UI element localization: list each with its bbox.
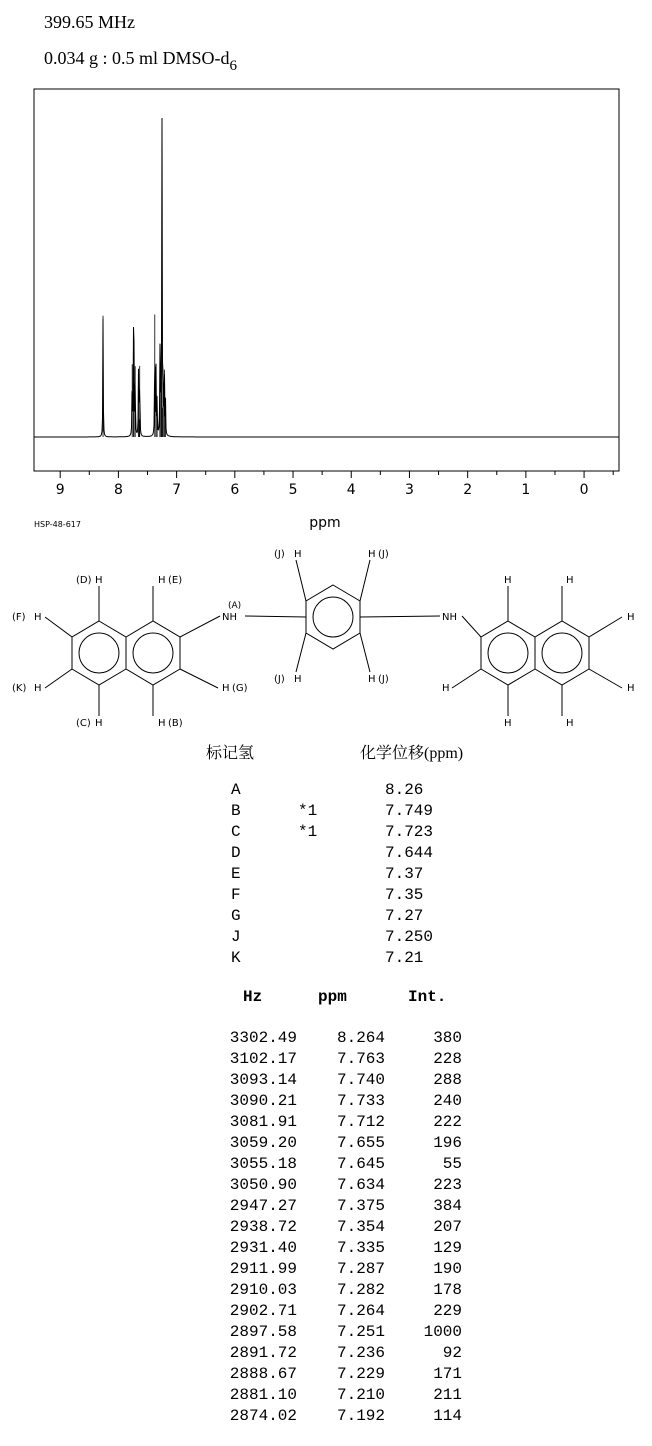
structure-atom-labels xyxy=(12,549,635,729)
peak-row xyxy=(0,1134,652,1155)
peak-marks xyxy=(103,118,165,437)
col-hz-header: Hz xyxy=(243,988,263,1006)
shift-note: *1 xyxy=(298,802,318,820)
atom-h-r3: H xyxy=(627,612,635,623)
shift-label: K xyxy=(231,949,241,967)
peak-int: 288 xyxy=(433,1071,462,1089)
x-tick-label: 5 xyxy=(288,482,298,498)
peak-hz: 2902.71 xyxy=(229,1302,297,1320)
peak-row xyxy=(0,1386,652,1407)
nmr-spectrum-chart xyxy=(0,80,652,540)
peak-row xyxy=(0,1281,652,1302)
atom-h-r5: H xyxy=(504,718,512,729)
peak-ppm: 8.264 xyxy=(336,1029,385,1047)
header-chemical-shift: 化学位移(ppm) xyxy=(360,745,464,762)
peak-hz: 3055.18 xyxy=(229,1155,297,1173)
peak-int: 380 xyxy=(433,1029,462,1047)
peak-hz: 3093.14 xyxy=(229,1071,297,1089)
peak-hz: 3102.17 xyxy=(229,1050,297,1068)
col-ppm-header: ppm xyxy=(318,988,347,1006)
label-c: (C) xyxy=(76,718,91,729)
atom-nh-right: NH xyxy=(442,612,457,623)
peak-ppm: 7.229 xyxy=(336,1365,385,1383)
shift-row xyxy=(0,949,652,970)
peak-ppm: 7.375 xyxy=(336,1197,385,1215)
peak-row xyxy=(0,1365,652,1386)
atom-h-j-1: H xyxy=(294,549,302,560)
peak-row xyxy=(0,1218,652,1239)
peak-row xyxy=(0,1155,652,1176)
label-e: (E) xyxy=(168,575,183,586)
shift-row xyxy=(0,928,652,949)
x-tick-label: 7 xyxy=(172,482,182,498)
peak-hz: 2911.99 xyxy=(229,1260,297,1278)
x-tick-label: 0 xyxy=(579,482,589,498)
peak-hz: 2897.58 xyxy=(229,1323,297,1341)
shift-value: 7.723 xyxy=(385,823,434,841)
atom-h-j-2: H xyxy=(368,549,376,560)
peak-int: 1000 xyxy=(423,1323,462,1341)
peak-hz: 2881.10 xyxy=(229,1386,297,1404)
atom-h-b: H xyxy=(158,718,166,729)
atom-h-f: H xyxy=(34,612,42,623)
label-j-2: (J) xyxy=(378,549,389,560)
peak-int: 114 xyxy=(433,1407,462,1425)
peak-ppm: 7.282 xyxy=(336,1281,385,1299)
shift-label: B xyxy=(231,802,241,820)
shift-label: G xyxy=(231,907,241,925)
spectrometer-frequency: 399.65 MHz xyxy=(44,12,135,32)
shift-row xyxy=(0,907,652,928)
peak-row xyxy=(0,1071,652,1092)
peak-ppm: 7.236 xyxy=(336,1344,385,1362)
peak-hz: 3302.49 xyxy=(229,1029,297,1047)
header-proton-label: 标记氢 xyxy=(206,745,255,762)
peak-ppm: 7.645 xyxy=(336,1155,385,1173)
shift-row xyxy=(0,781,652,802)
peak-row xyxy=(0,1344,652,1365)
atom-h-r4: H xyxy=(627,683,635,694)
atom-h-g: H xyxy=(222,683,230,694)
peak-ppm: 7.210 xyxy=(336,1386,385,1404)
peak-ppm: 7.192 xyxy=(336,1407,385,1425)
shift-value: 7.250 xyxy=(385,928,434,946)
peak-ppm: 7.251 xyxy=(336,1323,385,1341)
peak-int: 228 xyxy=(433,1050,462,1068)
atom-h-r6: H xyxy=(566,718,574,729)
x-tick-label: 8 xyxy=(113,482,123,498)
atom-h-k: H xyxy=(34,683,42,694)
x-axis-label: ppm xyxy=(309,515,341,531)
shift-row xyxy=(0,886,652,907)
peak-hz: 2891.72 xyxy=(229,1344,297,1362)
sample-text: 0.034 g : 0.5 ml DMSO-d xyxy=(44,48,230,68)
shift-note: *1 xyxy=(298,823,318,841)
atom-h-e: H xyxy=(158,575,166,586)
peak-row xyxy=(0,1029,652,1050)
shift-row xyxy=(0,844,652,865)
peak-int: 196 xyxy=(433,1134,462,1152)
atom-h-j-3: H xyxy=(294,674,302,685)
shift-value: 8.26 xyxy=(385,781,424,799)
shift-label: C xyxy=(231,823,241,841)
label-b: (B) xyxy=(168,718,183,729)
peak-int: 129 xyxy=(433,1239,462,1257)
peak-row xyxy=(0,1323,652,1344)
atom-h-d: H xyxy=(95,575,103,586)
shift-value: 7.27 xyxy=(385,907,424,925)
x-tick-label: 6 xyxy=(230,482,240,498)
label-a: (A) xyxy=(228,601,242,611)
sample-subscript: 6 xyxy=(229,58,238,74)
peak-hz: 2938.72 xyxy=(229,1218,297,1236)
label-j-3: (J) xyxy=(274,674,285,685)
x-tick-label: 9 xyxy=(55,482,65,498)
peak-row xyxy=(0,1113,652,1134)
spectrum-trace xyxy=(34,118,619,437)
peak-int: 207 xyxy=(433,1218,462,1236)
peak-row xyxy=(0,1302,652,1323)
peak-int: 384 xyxy=(433,1197,462,1215)
peak-ppm: 7.740 xyxy=(336,1071,385,1089)
x-tick-label: 4 xyxy=(346,482,356,498)
peak-int: 222 xyxy=(433,1113,462,1131)
peak-hz: 2910.03 xyxy=(229,1281,297,1299)
peak-int: 211 xyxy=(433,1386,462,1404)
label-d: (D) xyxy=(76,575,92,586)
x-tick-label: 2 xyxy=(463,482,473,498)
spectrum-code: HSP-48-617 xyxy=(34,520,81,529)
peak-int: 223 xyxy=(433,1176,462,1194)
peak-hz: 2947.27 xyxy=(229,1197,297,1215)
x-tick-label: 3 xyxy=(404,482,414,498)
peak-int: 190 xyxy=(433,1260,462,1278)
peak-hz: 2888.67 xyxy=(229,1365,297,1383)
label-f: (F) xyxy=(12,612,26,623)
shift-value: 7.21 xyxy=(385,949,424,967)
peak-row xyxy=(0,1260,652,1281)
x-tick-label: 1 xyxy=(521,482,531,498)
plot-frame xyxy=(34,89,619,471)
label-j-1: (J) xyxy=(274,549,285,560)
peak-int: 92 xyxy=(442,1344,462,1362)
peak-ppm: 7.287 xyxy=(336,1260,385,1278)
peak-int: 178 xyxy=(433,1281,462,1299)
shift-value: 7.37 xyxy=(385,865,424,883)
peak-hz: 3081.91 xyxy=(229,1113,297,1131)
peak-row xyxy=(0,1407,652,1428)
peak-row xyxy=(0,1176,652,1197)
label-j-4: (J) xyxy=(378,674,389,685)
structure-bonds xyxy=(45,560,622,716)
peak-ppm: 7.655 xyxy=(336,1134,385,1152)
peak-int: 240 xyxy=(433,1092,462,1110)
shift-label: A xyxy=(231,781,241,799)
peak-hz: 2931.40 xyxy=(229,1239,297,1257)
peak-row xyxy=(0,1197,652,1218)
peak-int: 55 xyxy=(442,1155,462,1173)
shift-label: F xyxy=(231,886,241,904)
peak-hz: 2874.02 xyxy=(229,1407,297,1425)
peak-ppm: 7.634 xyxy=(336,1176,385,1194)
peak-hz: 3059.20 xyxy=(229,1134,297,1152)
peak-hz: 3050.90 xyxy=(229,1176,297,1194)
atom-h-r7: H xyxy=(442,683,450,694)
label-g: (G) xyxy=(232,683,248,694)
x-axis xyxy=(56,471,613,498)
sample-description xyxy=(44,48,237,75)
peak-int: 229 xyxy=(433,1302,462,1320)
label-k: (K) xyxy=(12,683,27,694)
peak-row xyxy=(0,1092,652,1113)
shift-label: E xyxy=(231,865,241,883)
peak-int: 171 xyxy=(433,1365,462,1383)
peak-ppm: 7.763 xyxy=(336,1050,385,1068)
atom-nh-left: NH xyxy=(222,612,237,623)
peak-ppm: 7.264 xyxy=(336,1302,385,1320)
peak-ppm: 7.335 xyxy=(336,1239,385,1257)
peak-ppm: 7.712 xyxy=(336,1113,385,1131)
shift-value: 7.35 xyxy=(385,886,424,904)
shift-label: D xyxy=(231,844,241,862)
shift-label: J xyxy=(231,928,241,946)
shift-value: 7.644 xyxy=(385,844,434,862)
shift-row xyxy=(0,865,652,886)
peak-row xyxy=(0,1239,652,1260)
peak-ppm: 7.354 xyxy=(336,1218,385,1236)
peak-row xyxy=(0,1050,652,1071)
shift-row xyxy=(0,823,652,844)
shift-row xyxy=(0,802,652,823)
peak-ppm: 7.733 xyxy=(336,1092,385,1110)
col-int-header: Int. xyxy=(408,988,447,1006)
atom-h-j-4: H xyxy=(368,674,376,685)
shift-value: 7.749 xyxy=(385,802,434,820)
peak-hz: 3090.21 xyxy=(229,1092,297,1110)
atom-h-c: H xyxy=(95,718,103,729)
atom-h-r2: H xyxy=(566,575,574,586)
molecule-structure xyxy=(0,540,652,740)
atom-h-r1: H xyxy=(504,575,512,586)
